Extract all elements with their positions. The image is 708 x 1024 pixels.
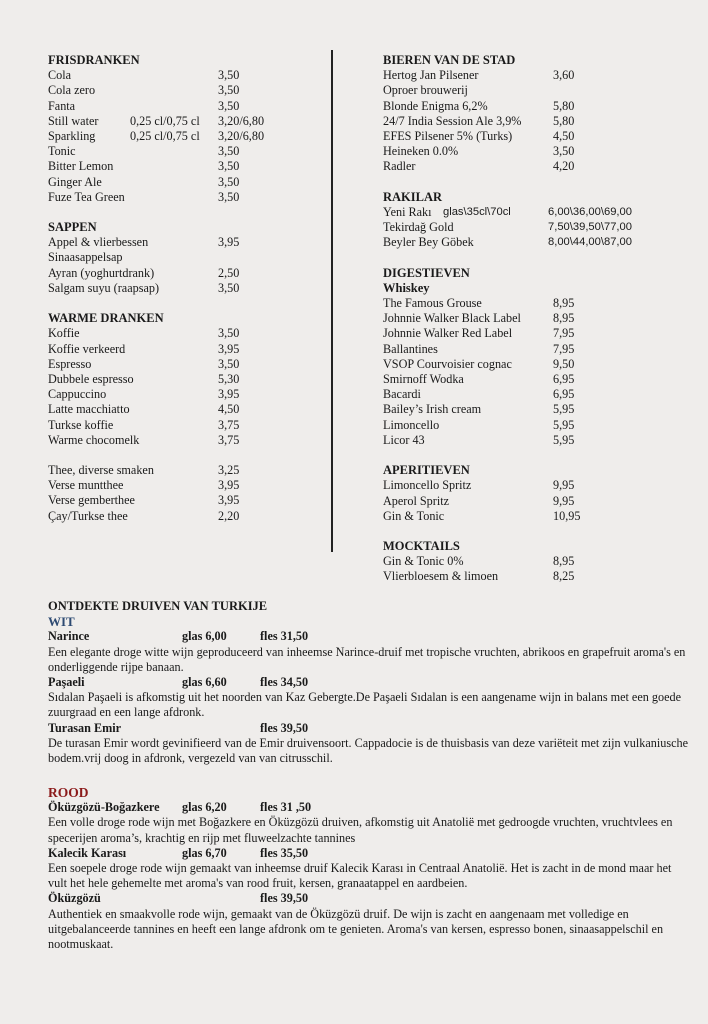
wine-bottle-price: fles 35,50: [260, 845, 309, 860]
item-price: 4,20: [553, 159, 575, 174]
menu-item: [383, 68, 683, 83]
item-size: glas\35cl\70cl: [443, 205, 511, 218]
wine-name: Turasan Emir: [48, 720, 122, 735]
menu-item: [48, 99, 328, 114]
menu-item: [48, 463, 328, 478]
item-price: 8,95: [553, 554, 575, 569]
menu-item: [48, 326, 328, 341]
wine-glass-price: glas 6,20: [182, 800, 227, 815]
menu-item: [48, 190, 328, 205]
item-price: 3,50: [218, 98, 240, 113]
menu-item: [48, 402, 328, 417]
menu-item: [48, 129, 328, 144]
item-name: Fuze Tea Green: [48, 189, 125, 204]
rood-heading: ROOD: [48, 785, 89, 800]
column-divider: [331, 50, 333, 552]
item-price: 3,60: [553, 68, 575, 83]
item-price: 9,50: [553, 356, 575, 371]
section-title-rakilar: RAKILAR: [383, 189, 443, 204]
wine-name: Paşaeli: [48, 675, 85, 689]
item-name: Licor 43: [383, 432, 425, 447]
item-name: Bacardi: [383, 387, 421, 402]
wine-description: Authentiek en smaakvolle rode wijn, gemaakt van de Öküzgözü druif. De wijn is zacht en aangenaam met volledige en uitgebalanceerde tannines en heeft een lange afdronk om te genieten. Aroma's van kersen, espresso bonen, sinaasappelschil en nootmuskaat.: [48, 906, 664, 951]
right-column: [383, 53, 683, 585]
item-price: 5,95: [553, 417, 575, 432]
menu-item: [48, 342, 328, 357]
item-price: 5,30: [218, 371, 240, 386]
item-name: Tonic: [48, 144, 76, 159]
menu-item: [48, 266, 328, 281]
item-price: 8,25: [553, 569, 575, 584]
item-name: Thee, diverse smaken: [48, 463, 154, 478]
item-price: 3,50: [218, 174, 240, 189]
wine-glass-price: glas 6,60: [182, 675, 227, 689]
item-price: 2,50: [218, 265, 240, 280]
menu-item: [48, 114, 328, 129]
wine-bottle-price: fles 31,50: [260, 629, 309, 644]
section-title-bieren: BIEREN VAN DE STAD: [383, 53, 516, 67]
wine-name-row: [48, 721, 688, 736]
item-price: 3,50: [553, 144, 575, 159]
wine-bottle-price: fles 31 ,50: [260, 800, 312, 815]
item-price: 7,50\39,50\77,00: [548, 221, 632, 234]
section-title-warme-dranken: WARME DRANKEN: [48, 311, 164, 326]
item-price: 3,20/6,80: [218, 128, 265, 143]
menu-item: [383, 478, 683, 493]
rood-list: [48, 800, 688, 952]
item-size: 0,25 cl/0,75 cl: [130, 128, 200, 143]
item-name: Bailey’s Irish cream: [383, 402, 482, 417]
left-column: [48, 53, 328, 524]
wine-name: Öküzgözü: [48, 891, 101, 906]
wine-name-row: [48, 891, 688, 906]
item-name: Beyler Bey Göbek: [383, 235, 474, 250]
menu-item: [383, 114, 683, 129]
item-name: Ginger Ale: [48, 174, 102, 189]
wine-section: [48, 599, 688, 766]
item-price: 7,95: [553, 326, 575, 341]
menu-item: [383, 494, 683, 509]
item-name: Appel & vlierbessen: [48, 235, 149, 250]
wine-glass-price: glas 6,00: [182, 629, 227, 644]
menu-item: [383, 326, 683, 341]
sappen-list: [48, 235, 328, 296]
digestieven-list: [383, 296, 683, 448]
wine-name-row: [48, 629, 688, 644]
menu-item: [383, 387, 683, 402]
item-name: Bitter Lemon: [48, 159, 114, 174]
item-price: 3,25: [218, 463, 240, 478]
wine-glass-price: glas 6,70: [182, 845, 227, 860]
item-price: 3,50: [218, 159, 240, 174]
item-name: Blonde Enigma 6,2%: [383, 98, 488, 113]
item-price: 3,95: [218, 478, 240, 493]
wine-bottle-price: fles 39,50: [260, 891, 309, 906]
item-name: Heineken 0.0%: [383, 144, 459, 159]
wine-name: Narince: [48, 629, 90, 644]
menu-item: [383, 554, 683, 569]
menu-item: [383, 509, 683, 524]
item-name: Gin & Tonic 0%: [383, 554, 464, 569]
item-price: 8,00\44,00\87,00: [548, 236, 632, 249]
item-name: Warme chocomelk: [48, 432, 140, 447]
item-name: Espresso: [48, 356, 92, 371]
item-price: 4,50: [218, 402, 240, 417]
subtitle-whiskey: Whiskey: [383, 280, 430, 295]
item-name: Latte macchiatto: [48, 402, 130, 417]
item-price: 2,20: [218, 508, 240, 523]
section-title-aperitieven: APERITIEVEN: [383, 463, 470, 478]
menu-item: [383, 99, 683, 114]
item-price: 3,20/6,80: [218, 113, 265, 128]
item-name: Johnnie Walker Red Label: [383, 326, 513, 341]
menu-item: [383, 311, 683, 326]
menu-item: [383, 235, 683, 250]
item-name: Sparkling: [48, 128, 96, 143]
item-price: 3,95: [218, 341, 240, 356]
wine-bottle-price: fles 34,50: [260, 675, 309, 689]
item-price: 7,95: [553, 341, 575, 356]
item-name: Limoncello Spritz: [383, 478, 472, 493]
menu-item: [48, 159, 328, 174]
wine-name: Öküzgözü-Boğazkere: [48, 800, 160, 815]
item-price: 3,50: [218, 189, 240, 204]
item-price: 10,95: [553, 508, 581, 523]
bieren-list: [383, 68, 683, 174]
item-name: Gin & Tonic: [383, 508, 445, 523]
item-price: 9,95: [553, 478, 575, 493]
item-name: Yeni Rakı: [383, 204, 432, 219]
item-name: Fanta: [48, 98, 76, 113]
menu-item: [48, 433, 328, 448]
item-name: Ballantines: [383, 341, 438, 356]
frisdranken-list: [48, 68, 328, 205]
item-price: 3,50: [218, 326, 240, 341]
menu-item: [48, 250, 328, 265]
wine-description: De turasan Emir wordt gevinifieerd van de Emir druivensoort. Cappadocie is de thuisbasis van deze variëteit met zijn vulkaniusche bodem.vrij doog in afdronk, vergezeld van van citrusschil.: [48, 735, 688, 765]
item-name: Aperol Spritz: [383, 493, 450, 508]
wit-list: [48, 629, 688, 766]
item-name: Koffie verkeerd: [48, 341, 126, 356]
menu-item: [383, 418, 683, 433]
item-name: VSOP Courvoisier cognac: [383, 356, 512, 371]
aperitieven-list: [383, 478, 683, 524]
wine-description: Een volle droge rode wijn met Boğazkere en Öküzgözü druiven, afkomstig uit Anatolië met gedroogde vruchten, vruchtvlees en specerijen aroma’s, krachtig en rijp met fluweelzachte tannines: [48, 815, 673, 845]
menu-item: [383, 402, 683, 417]
menu-item: [48, 83, 328, 98]
item-price: 3,95: [218, 235, 240, 250]
item-price: 9,95: [553, 493, 575, 508]
menu-item: [48, 478, 328, 493]
rood-section: [48, 785, 688, 952]
item-price: 5,95: [553, 402, 575, 417]
menu-item: [48, 387, 328, 402]
item-price: 3,50: [218, 280, 240, 295]
item-name: Cola: [48, 68, 72, 83]
menu-item: [383, 433, 683, 448]
wine-section-title: ONTDEKTE DRUIVEN VAN TURKIJE: [48, 599, 268, 613]
menu-item: [48, 235, 328, 250]
menu-item: [383, 129, 683, 144]
item-name: Sinaasappelsap: [48, 250, 123, 265]
item-name: Cola zero: [48, 83, 96, 98]
menu-item: [383, 205, 683, 220]
item-price: 3,95: [218, 387, 240, 402]
menu-item: [48, 68, 328, 83]
wine-name-row: [48, 846, 688, 861]
menu-item: [383, 296, 683, 311]
thee-list: [48, 463, 328, 524]
item-price: 6,95: [553, 387, 575, 402]
item-price: 3,50: [218, 144, 240, 159]
warme-dranken-list: [48, 326, 328, 448]
item-price: 6,00\36,00\69,00: [548, 205, 632, 218]
item-price: 5,80: [553, 113, 575, 128]
item-name: Turkse koffie: [48, 417, 114, 432]
item-price: 3,50: [218, 356, 240, 371]
item-price: 3,75: [218, 432, 240, 447]
item-name: Smirnoff Wodka: [383, 372, 464, 386]
item-name: Radler: [383, 159, 416, 174]
rakilar-list: [383, 205, 683, 251]
section-title-sappen: SAPPEN: [48, 220, 97, 235]
item-name: Tekirdağ Gold: [383, 220, 454, 235]
item-price: 4,50: [553, 128, 575, 143]
item-name: EFES Pilsener 5% (Turks): [383, 128, 513, 143]
item-name: Dubbele espresso: [48, 371, 134, 386]
menu-item: [48, 175, 328, 190]
item-name: Cappuccino: [48, 387, 107, 402]
section-title-digestieven: DIGESTIEVEN: [383, 265, 470, 280]
wine-name-row: [48, 800, 688, 815]
menu-item: [48, 372, 328, 387]
menu-item: [48, 281, 328, 296]
wine-description: Een elegante droge witte wijn geproduceerd van inheemse Narince-druif met tropische vruchten, abrikoos en grapefruit aroma's en onderliggende rijpe banaan.: [48, 644, 686, 674]
mocktails-list: [383, 554, 683, 584]
menu-item: [383, 342, 683, 357]
item-price: 6,95: [553, 372, 575, 386]
wine-bottle-price: fles 39,50: [260, 720, 309, 735]
menu-item: [383, 372, 683, 387]
menu-item: [383, 220, 683, 235]
item-price: 8,95: [553, 311, 575, 326]
item-name: Vlierbloesem & limoen: [383, 569, 499, 584]
menu-item: [383, 144, 683, 159]
item-name: Hertog Jan Pilsener: [383, 68, 479, 83]
item-name: Johnnie Walker Black Label: [383, 311, 521, 326]
item-price: 5,80: [553, 98, 575, 113]
item-price: 3,95: [218, 493, 240, 508]
menu-item: [383, 357, 683, 372]
item-name: Verse gemberthee: [48, 493, 135, 508]
menu-item: [48, 509, 328, 524]
item-name: The Famous Grouse: [383, 296, 482, 311]
wine-name-row: [48, 675, 688, 690]
item-name: Ayran (yoghurtdrank): [48, 265, 155, 280]
item-price: 3,75: [218, 417, 240, 432]
item-price: 3,50: [218, 83, 240, 98]
menu-item: [383, 83, 683, 98]
item-name: Salgam suyu (raapsap): [48, 280, 160, 295]
menu-item: [48, 493, 328, 508]
item-price: 5,95: [553, 432, 575, 447]
item-name: Koffie: [48, 326, 80, 341]
item-name: Still water: [48, 113, 99, 128]
item-price: 3,50: [218, 68, 240, 83]
wine-description: Een soepele droge rode wijn gemaakt van inheemse druif Kalecik Karası in Centraal Anatolië. Het is zacht in de mond maar het vult het hele gehemelte met aroma's van rood fruit, kersen, granaatappel en aardbeien.: [48, 860, 672, 891]
section-title-frisdranken: FRISDRANKEN: [48, 53, 140, 67]
menu-item: [48, 144, 328, 159]
item-name: Verse muntthee: [48, 478, 124, 493]
wit-heading: WIT: [48, 614, 75, 630]
menu-item: [48, 357, 328, 372]
item-name: Oproer brouwerij: [383, 83, 468, 98]
item-size: 0,25 cl/0,75 cl: [130, 113, 200, 128]
menu-item: [48, 418, 328, 433]
wine-name: Kalecik Karası: [48, 845, 127, 860]
wine-description: Sıdalan Paşaeli is afkomstig uit het noorden van Kaz Gebergte.De Paşaeli Sıdalan is een aangename wijn in balans met een goede zuurgraad en een lange afdronk.: [48, 690, 681, 720]
item-price: 8,95: [553, 296, 575, 311]
section-title-mocktails: MOCKTAILS: [383, 539, 460, 554]
menu-item: [383, 569, 683, 584]
menu-item: [383, 159, 683, 174]
item-name: 24/7 India Session Ale 3,9%: [383, 113, 522, 128]
item-name: Çay/Turkse thee: [48, 508, 128, 523]
item-name: Limoncello: [383, 417, 440, 432]
